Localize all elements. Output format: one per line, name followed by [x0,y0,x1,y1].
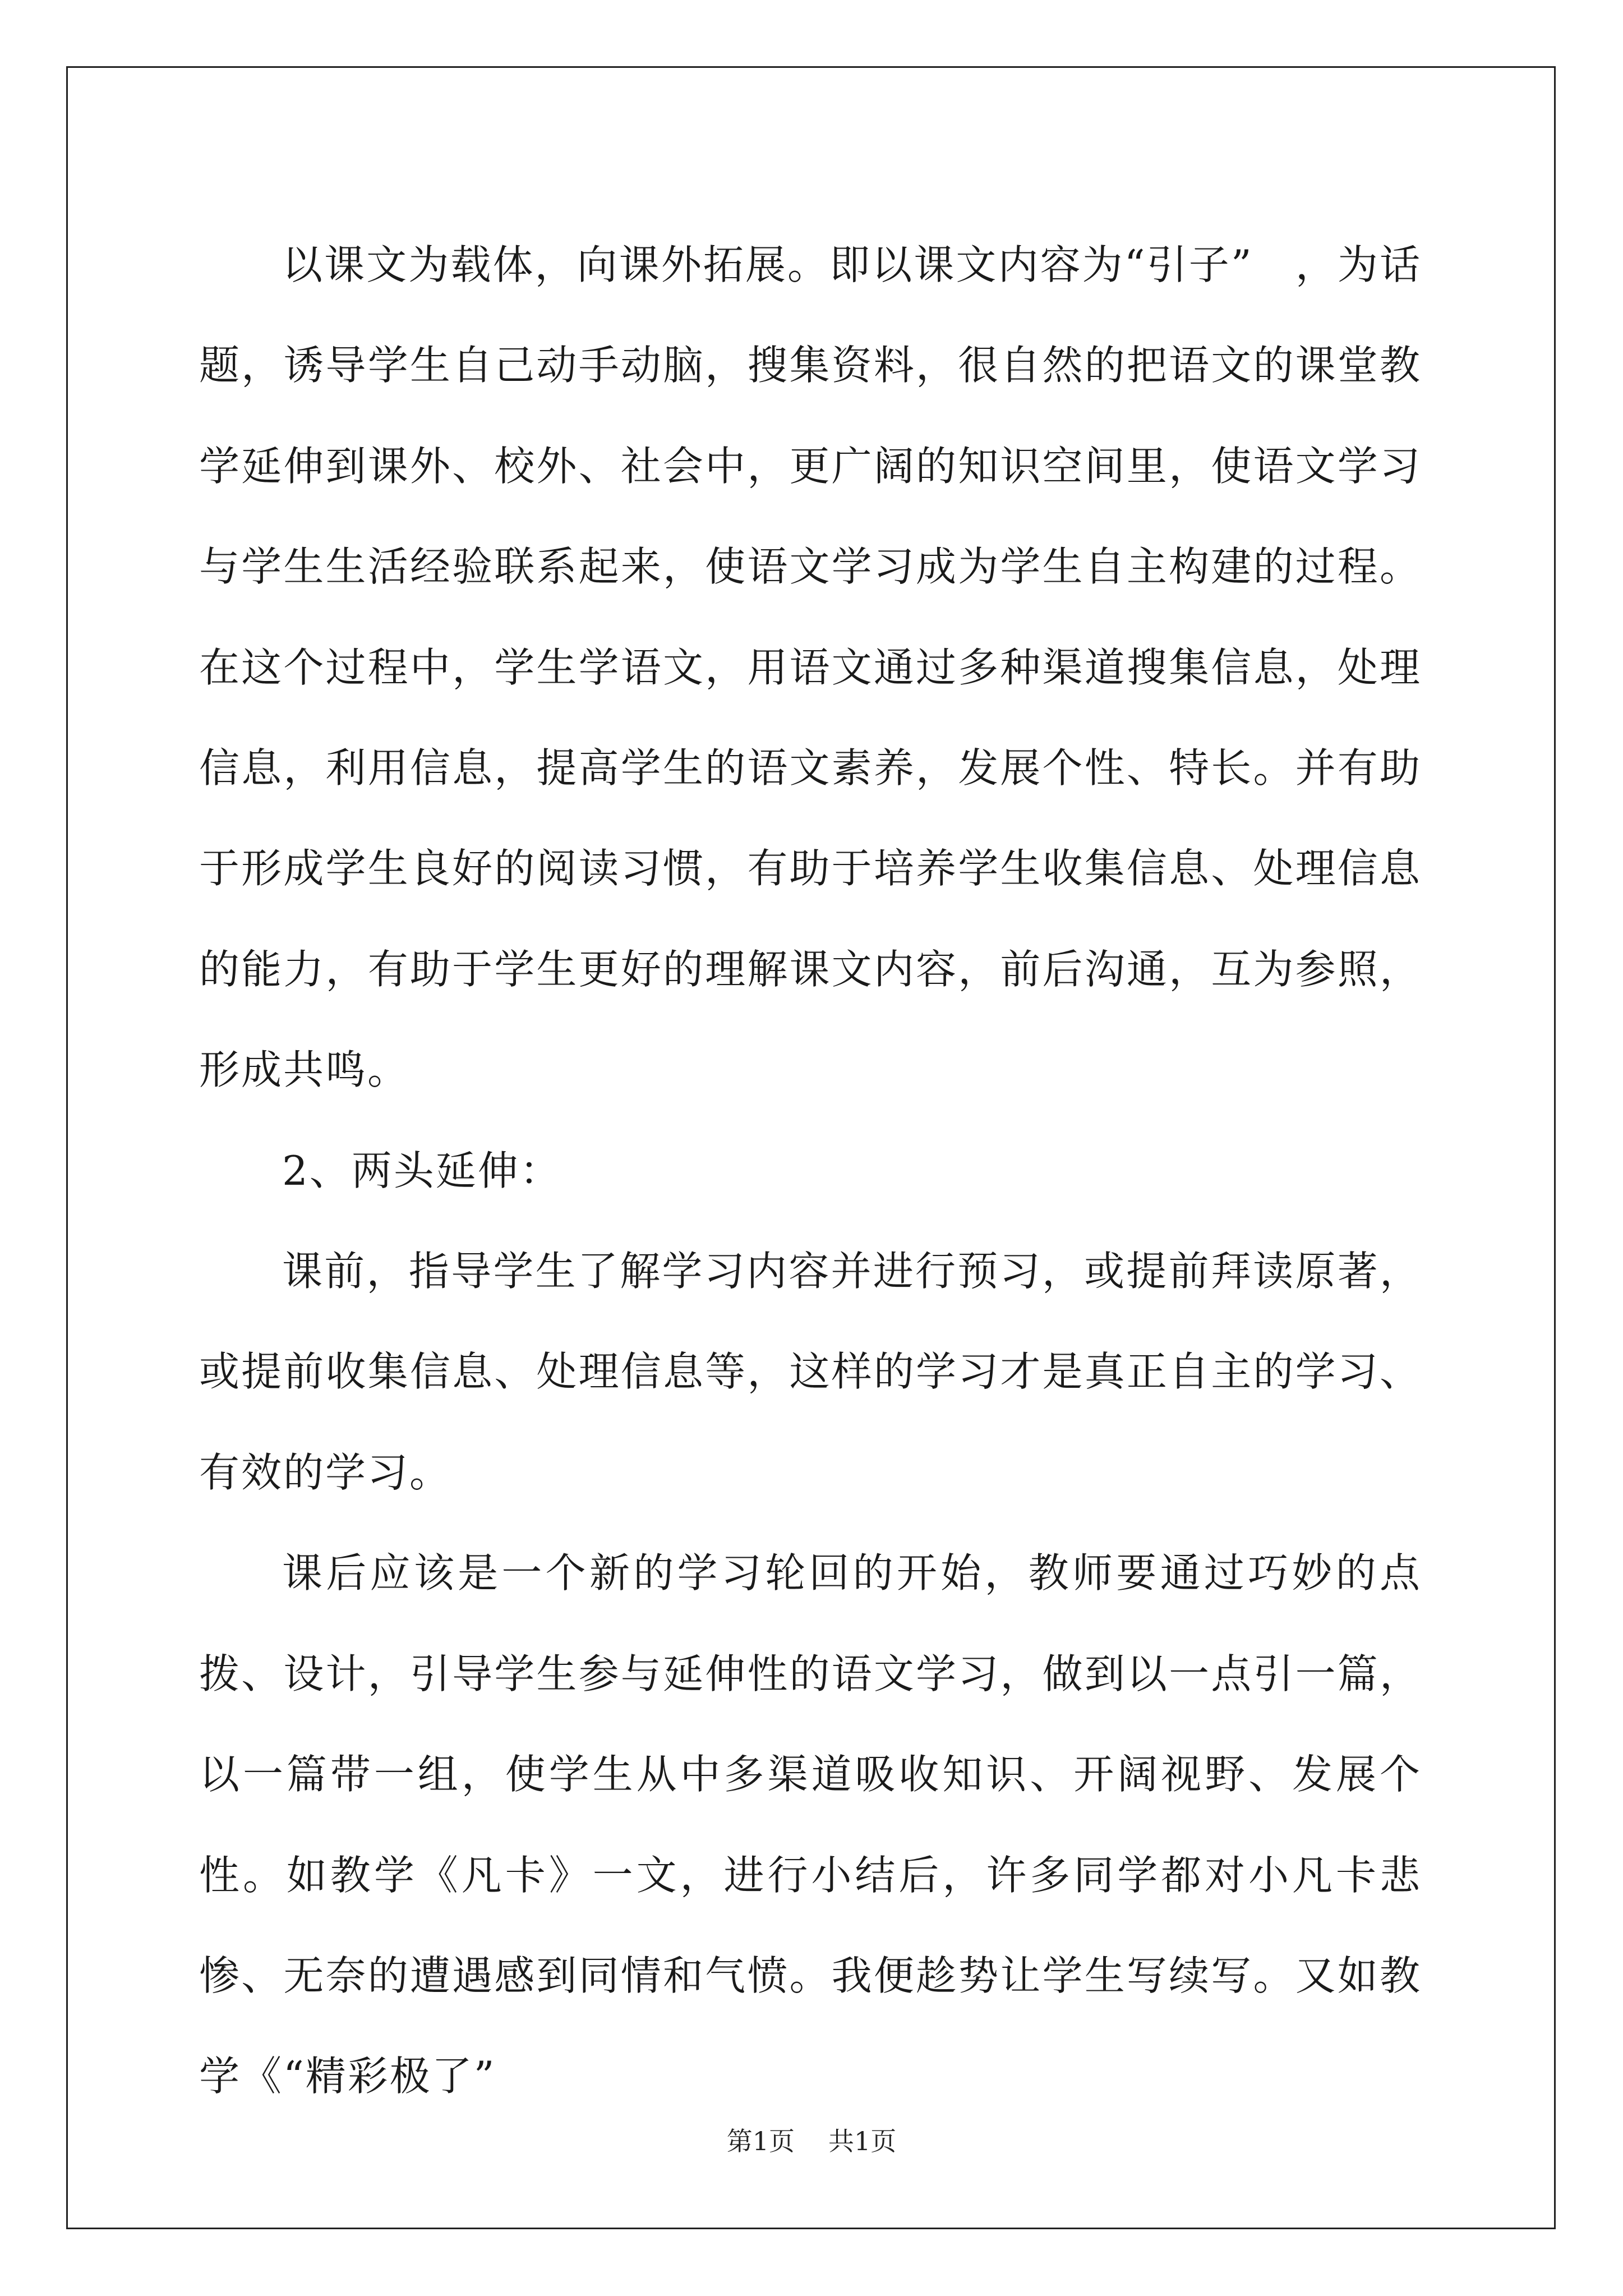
paragraph-expansion: 以课文为载体，向课外拓展。即以课文内容为“引子” ，为话题，诱导学生自己动手动脑，搜集资料，很自然的把语文的课堂教学延伸到课外、校外、社会中，更广阔的知识空间里，使语文学习与学生生活经验联系起来，使语文学习成为学生自主构建的过程。在这个过程中，学生学语文，用语文通过多种渠道搜集信息，处理信息，利用信息，提高学生的语文素养，发展个性、特长。并有助于形成学生良好的阅读习惯，有助于培养学生收集信息、处理信息的能力，有助于学生更好的理解课文内容，前后沟通，互为参照，形成共鸣。 [199,241,1422,1094]
page-footer [0,2125,1623,2157]
document-body [199,215,1422,2127]
section-heading-two-ends: 2、两头延伸： [282,1147,562,1194]
page-number-current: 第1页 [726,2126,795,2156]
paragraph-before-class: 课前，指导学生了解学习内容并进行预习，或提前拜读原著，或提前收集信息、处理信息等，这样的学习才是真正自主的学习、有效的学习。 [199,1248,1422,1496]
page-number-total: 共1页 [828,2126,897,2156]
paragraph-after-class: 课后应该是一个新的学习轮回的开始，教师要通过巧妙的点拨、设计，引导学生参与延伸性的语文学习，做到以一点引一篇，以一篇带一组，使学生从中多渠道吸收知识、开阔视野、发展个性。如教学《凡卡》一文，进行小结后，许多同学都对小凡卡悲惨、无奈的遭遇感到同情和气愤。我便趁势让学生写续写。又如教学《“精彩极了” [199,1549,1422,2100]
